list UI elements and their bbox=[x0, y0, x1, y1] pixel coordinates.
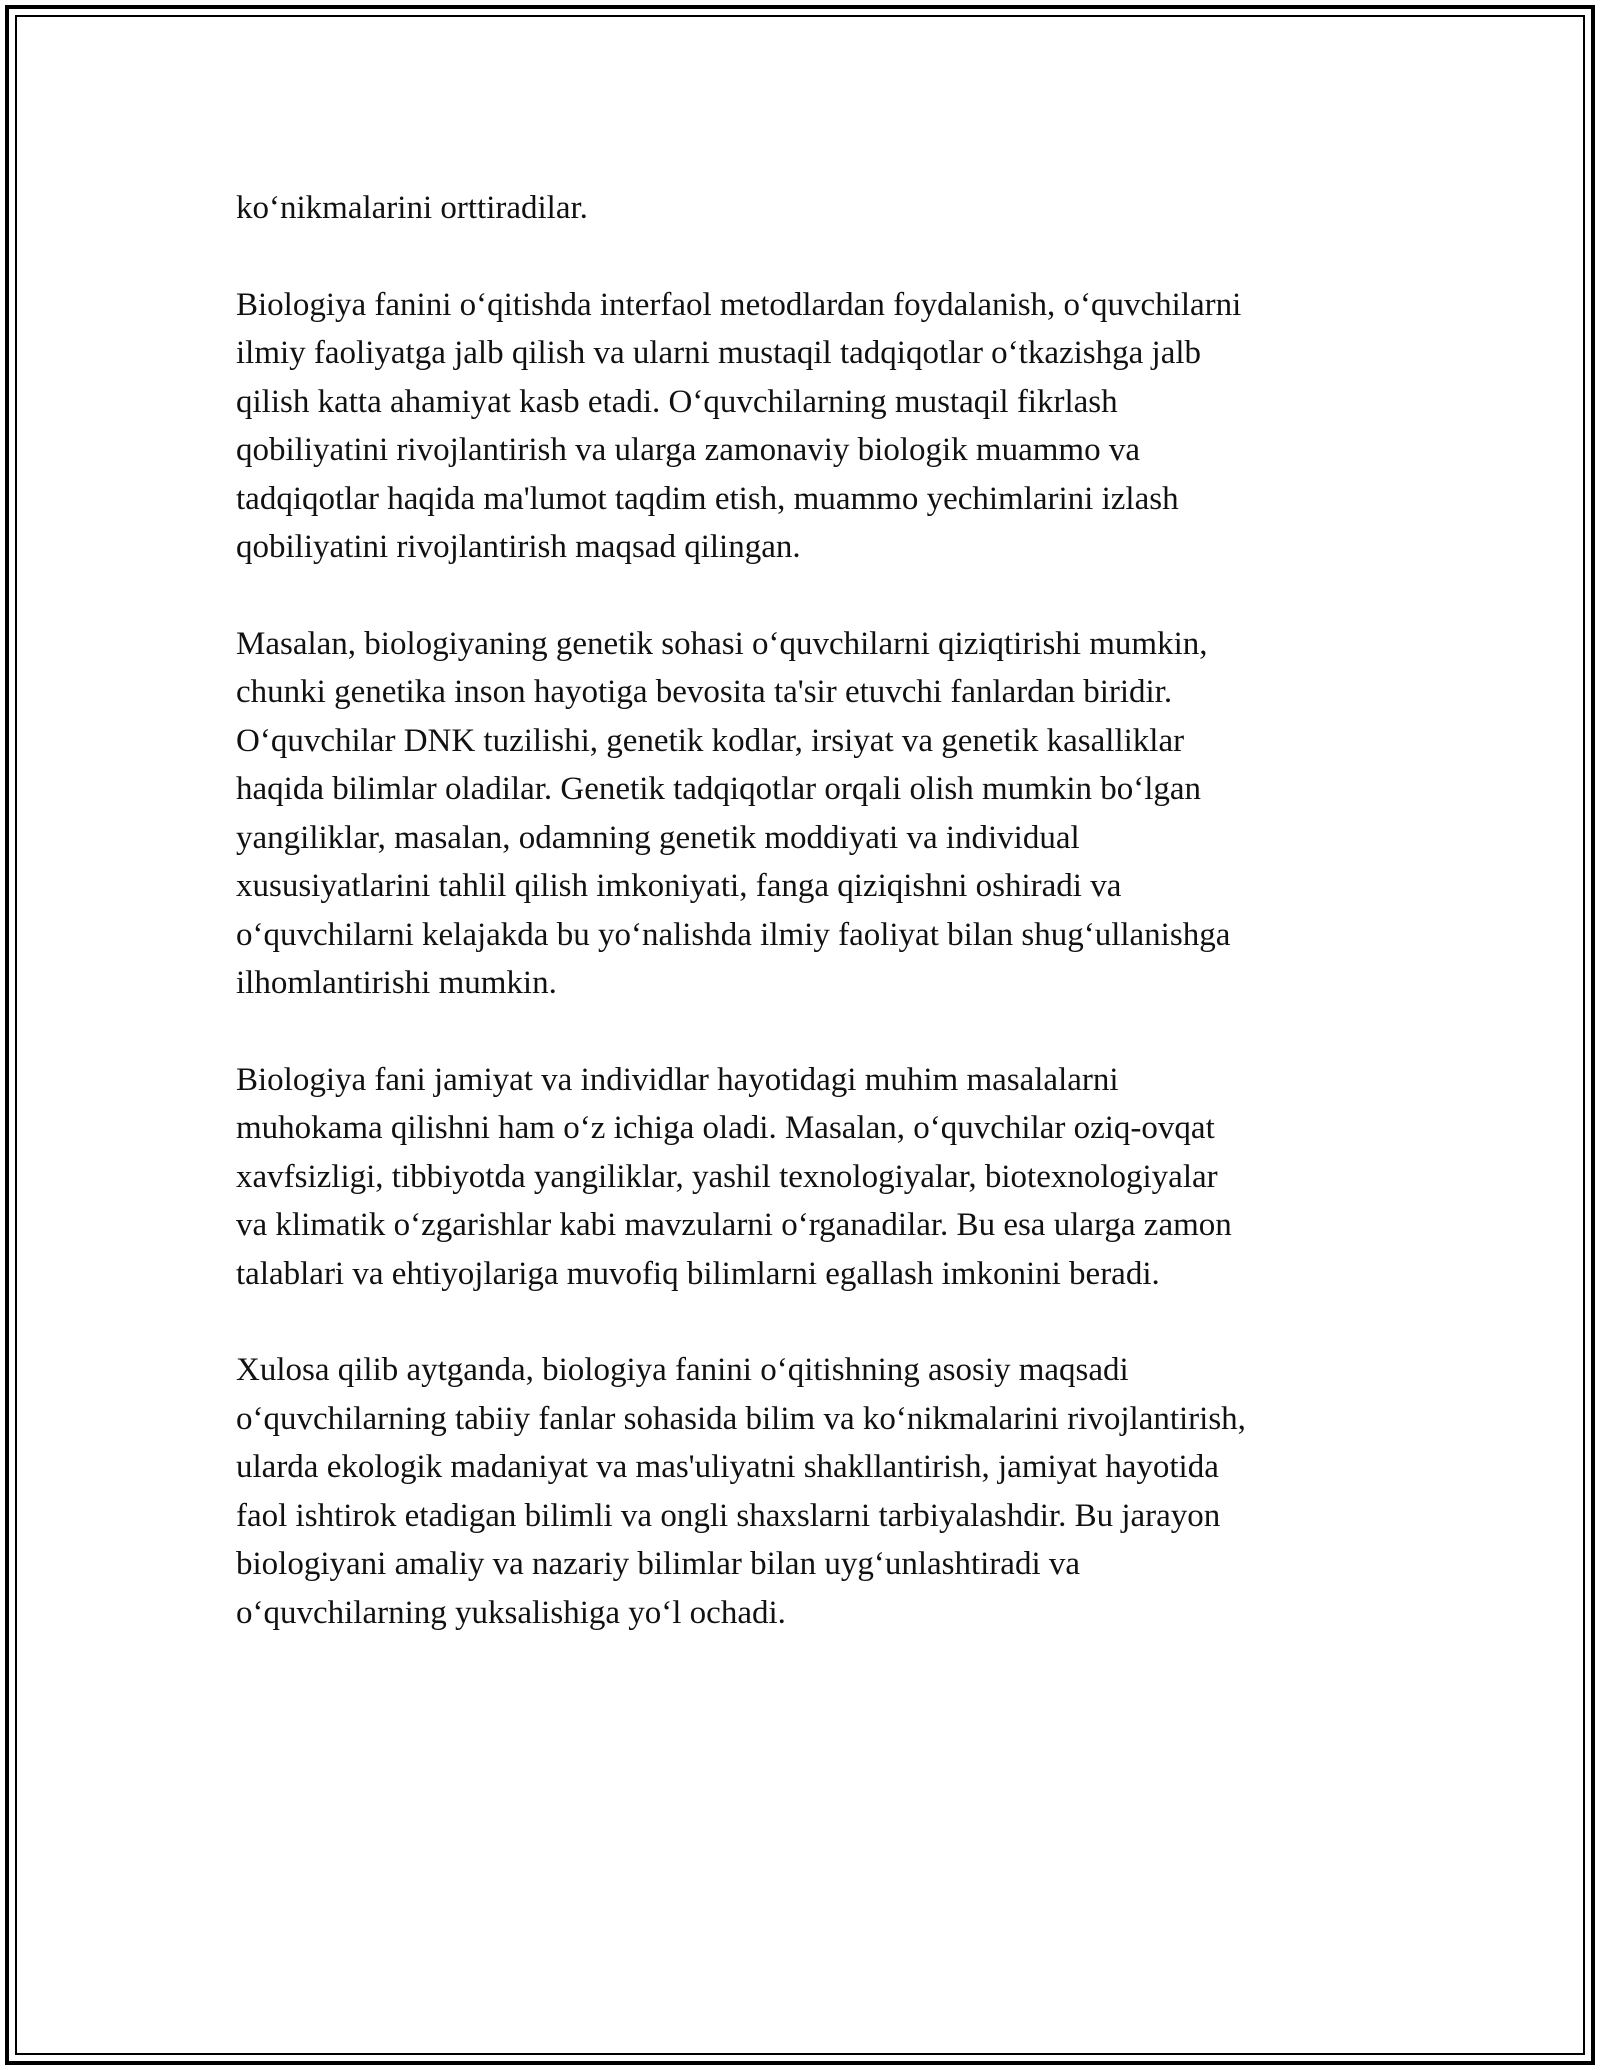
document-body bbox=[236, 184, 1366, 1685]
paragraph-continuation: ko‘nikmalarini orttiradilar. bbox=[236, 190, 588, 226]
paragraph-genetics-example: Masalan, biologiyaning genetik sohasi o‘quvchilarni qiziqtirishi mumkin, chunki genetika inson hayotiga bevosita ta'sir etuvchi fanlardan biridir. O‘quvchilar DNK tuzilishi, genetik kodlar, irsiyat va genetik kasalliklar haqida bilimlar oladilar. Genetik tadqiqotlar orqali olish mumkin bo‘lgan yangiliklar, masalan, odamning genetik moddiyati va individual xususiyatlarini tahlil qilish imkoniyati, fanga qiziqishni oshiradi va o‘quvchilarni kelajakda bu yo‘nalishda ilmiy faoliyat bilan shug‘ullanishga ilhomlantirishi mumkin. bbox=[236, 625, 1231, 1001]
paragraph-society-issues: Biologiya fani jamiyat va individlar hayotidagi muhim masalalarni muhokama qilishni ham o‘z ichiga oladi. Masalan, o‘quvchilar oziq-ovqat xavfsizligi, tibbiyotda yangiliklar, yashil texnologiyalar, biotexnologiyalar va klimatik o‘zgarishlar kabi mavzularni o‘rganadilar. Bu esa ularga zamon talablari va ehtiyojlariga muvofiq bilimlarni egallash imkonini beradi. bbox=[236, 1061, 1232, 1292]
paragraph-conclusion: Xulosa qilib aytganda, biologiya fanini o‘qitishning asosiy maqsadi o‘quvchilarning tabiiy fanlar sohasida bilim va ko‘nikmalarini rivojlantirish, ularda ekologik madaniyat va mas'uliyatni shakllantirish, jamiyat hayotida faol ishtirok etadigan bilimli va ongli shaxslarni tarbiyalashdir. Bu jarayon biologiyani amaliy va nazariy bilimlar bilan uyg‘unlashtiradi va o‘quvchilarning yuksalishiga yo‘l ochadi. bbox=[236, 1352, 1246, 1631]
paragraph-interactive-methods: Biologiya fanini o‘qitishda interfaol metodlardan foydalanish, o‘quvchilarni ilmiy faoliyatga jalb qilish va ularni mustaqil tadqiqotlar o‘tkazishga jalb qilish katta ahamiyat kasb etadi. O‘quvchilarning mustaqil fikrlash qobiliyatini rivojlantirish va ularga zamonaviy biologik muammo va tadqiqotlar haqida ma'lumot taqdim etish, muammo yechimlarini izlash qobiliyatini rivojlantirish maqsad qilingan. bbox=[236, 286, 1242, 565]
